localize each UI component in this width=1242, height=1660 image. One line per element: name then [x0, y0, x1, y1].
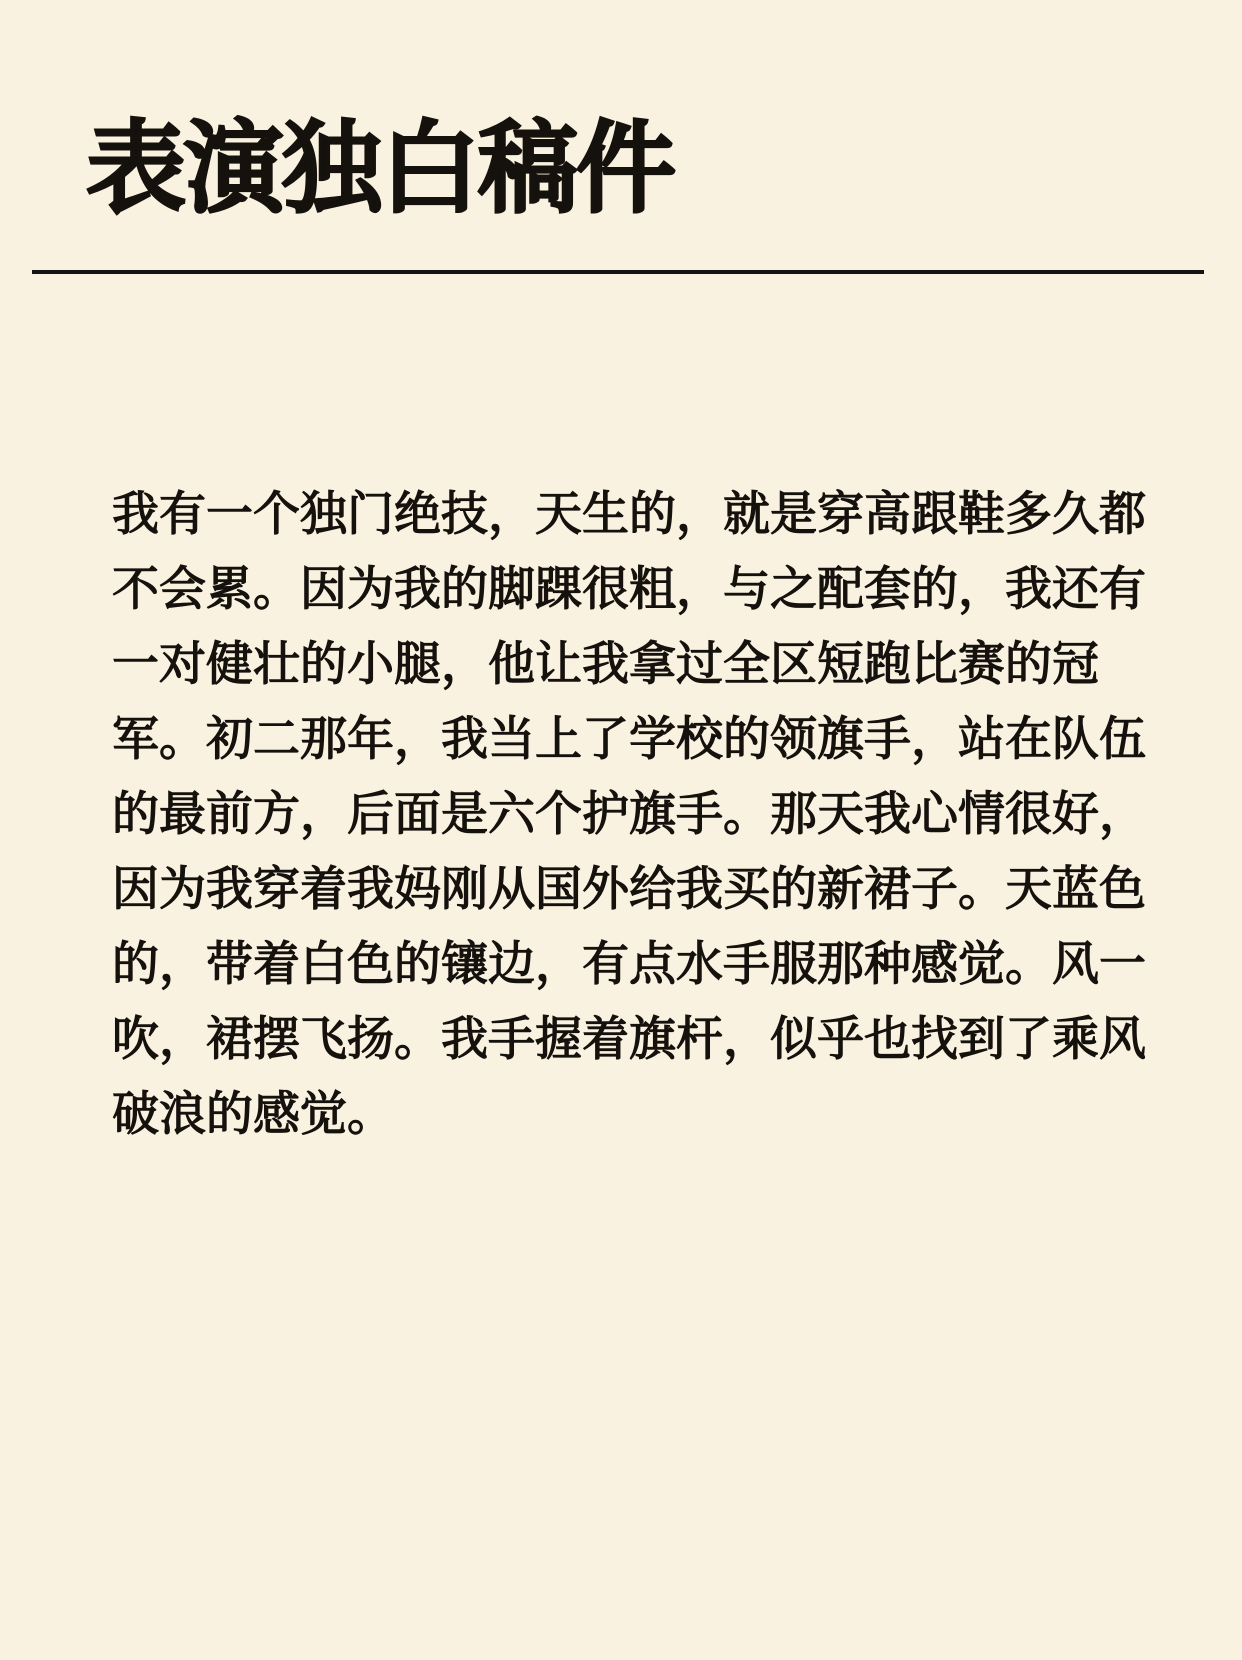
text-line: 一对健壮的小腿，他让我拿过全区短跑比赛的冠	[112, 639, 1099, 691]
text-line: 因为我穿着我妈刚从国外给我买的新裙子。天蓝色	[112, 864, 1146, 916]
monologue-text	[112, 478, 1152, 1153]
title-divider	[32, 270, 1204, 274]
page-title: 表演独白稿件	[86, 113, 674, 225]
text-line: 军。初二那年，我当上了学校的领旗手，站在队伍	[112, 714, 1146, 766]
text-line: 我有一个独门绝技，天生的，就是穿高跟鞋多久都	[112, 489, 1146, 541]
text-line: 破浪的感觉。	[112, 1089, 394, 1141]
text-line: 的，带着白色的镶边，有点水手服那种感觉。风一	[112, 939, 1146, 991]
text-line: 吹，裙摆飞扬。我手握着旗杆，似乎也找到了乘风	[112, 1014, 1146, 1066]
text-line: 的最前方，后面是六个护旗手。那天我心情很好，	[112, 789, 1146, 841]
text-line: 不会累。因为我的脚踝很粗，与之配套的，我还有	[112, 564, 1146, 616]
